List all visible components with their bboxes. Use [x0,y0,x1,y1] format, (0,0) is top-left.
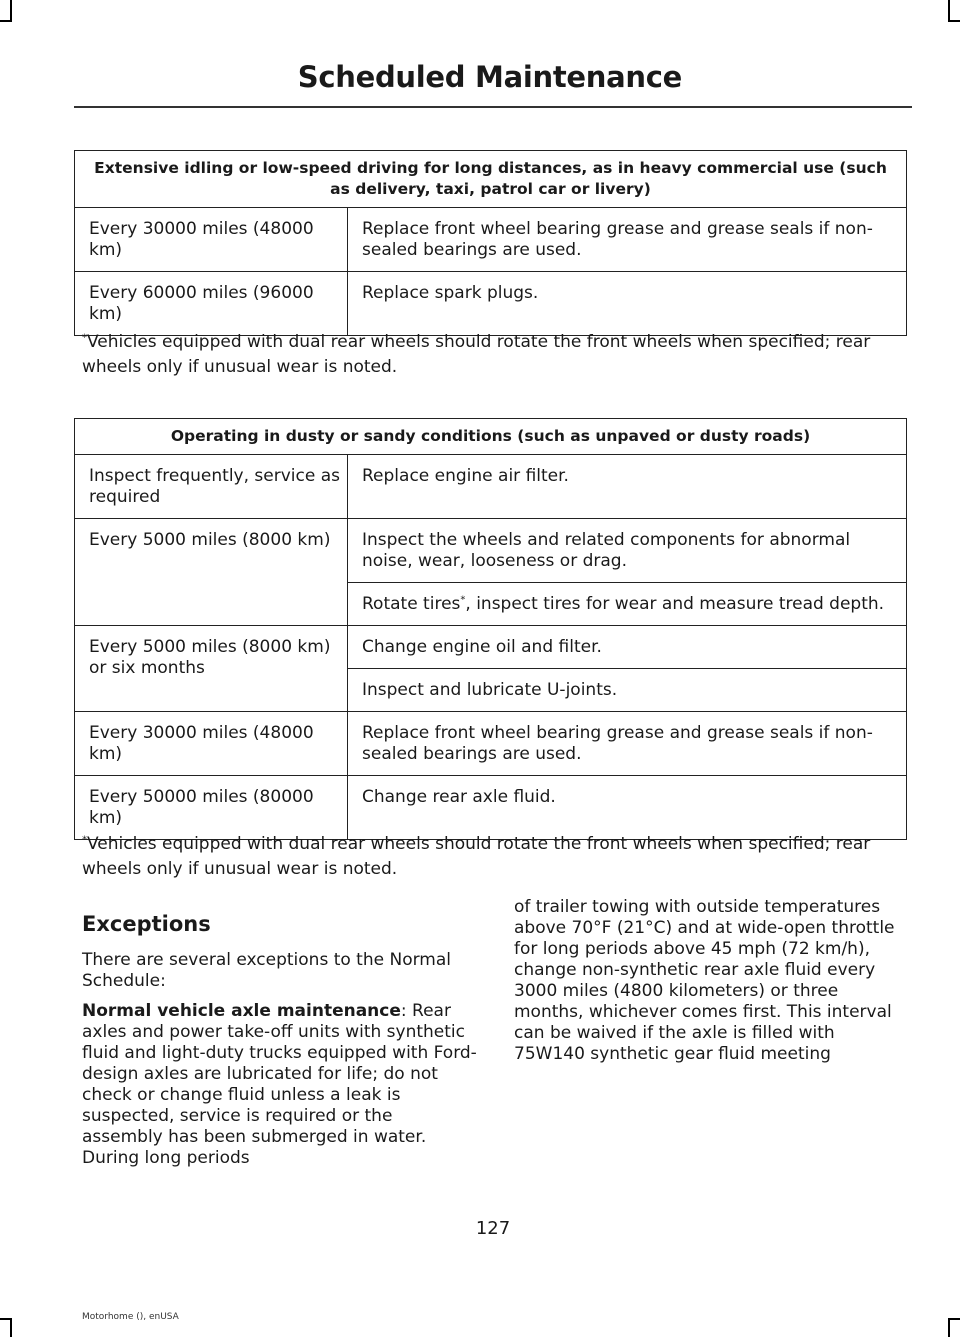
footnote-mark: * [82,834,87,846]
interval-cell: Every 50000 miles (80000 km) [75,776,348,840]
crop-mark [948,1318,960,1320]
table-row [75,776,907,840]
intro-paragraph: There are several exceptions to the Normal Schedule: [82,950,451,991]
axle-label: Normal vehicle axle maintenance [82,1001,401,1021]
footnote [82,832,908,882]
interval-cell: Every 60000 miles (96000 km) [75,272,348,336]
interval-cell: Every 5000 miles (8000 km) or six months [75,626,348,712]
page-title: Scheduled Maintenance [297,60,682,94]
crop-mark [10,0,12,22]
crop-mark [0,20,12,22]
footnote-mark: * [460,594,466,606]
title-divider [74,106,912,108]
action-cell: Inspect and lubricate U-joints. [348,669,907,712]
interval-cell: Every 5000 miles (8000 km) [75,519,348,626]
action-cell [348,583,907,626]
footnote-text: Vehicles equipped with dual rear wheels should rotate the front wheels when specified; rear wheels only if unusual wear is noted. [82,834,871,879]
table-row [75,712,907,776]
page-footer: Motorhome (), enUSA [82,1312,179,1322]
table-header: Extensive idling or low-speed driving for long distances, as in heavy commercial use (such as delivery, taxi, patrol car or livery) [75,151,907,208]
dusty-conditions-table [74,418,907,840]
section-heading: Exceptions [82,912,211,936]
table-header: Operating in dusty or sandy conditions (such as unpaved or dusty roads) [75,419,907,455]
interval-cell: Every 30000 miles (48000 km) [75,208,348,272]
crop-mark [948,0,950,22]
axle-paragraph [82,1001,478,1169]
table-row [75,272,907,336]
footnote-text: Vehicles equipped with dual rear wheels should rotate the front wheels when specified; rear wheels only if unusual wear is noted. [82,332,871,377]
table-row [75,626,907,669]
crop-mark [10,1318,12,1337]
table-row [75,455,907,519]
interval-cell: Every 30000 miles (48000 km) [75,712,348,776]
table-row [75,208,907,272]
table-row [75,519,907,583]
action-cell: Change rear axle fluid. [348,776,907,840]
crop-mark [948,20,960,22]
action-cell: Replace engine air filter. [348,455,907,519]
action-cell: Change engine oil and filter. [348,626,907,669]
action-cell: Replace front wheel bearing grease and grease seals if non-sealed bearings are used. [348,208,907,272]
action-cell: Inspect the wheels and related components for abnormal noise, wear, looseness or drag. [348,519,907,583]
crop-mark [948,1318,950,1337]
footnote [82,330,908,380]
right-column [514,897,910,1074]
action-text: , inspect tires for wear and measure tread depth. [465,594,885,614]
action-cell: Replace spark plugs. [348,272,907,336]
axle-text: : Rear axles and power take-off units with synthetic fluid and light-duty trucks equipped with Ford-design axles are lubricated for life; do not check or change fluid unless a leak is suspected, service is required or the assembly has been submerged in water. During long periods [82,1001,477,1168]
footnote-mark: * [82,332,87,344]
interval-cell: Inspect frequently, service as required [75,455,348,519]
crop-mark [0,1318,12,1320]
left-column [82,950,478,1178]
continued-paragraph: of trailer towing with outside temperatures above 70°F (21°C) and at wide-open throttle for long periods above 45 mph (72 km/h), change non-synthetic rear axle fluid every 3000 miles (4800 kilometers) or three months, whichever comes first. This interval can be waived if the axle is filled with 75W140 synthetic gear fluid meeting [514,897,895,1064]
action-text: Rotate tires [362,594,461,614]
action-cell: Replace front wheel bearing grease and grease seals if non-sealed bearings are used. [348,712,907,776]
idling-maintenance-table [74,150,907,336]
page-number: 127 [475,1218,511,1239]
